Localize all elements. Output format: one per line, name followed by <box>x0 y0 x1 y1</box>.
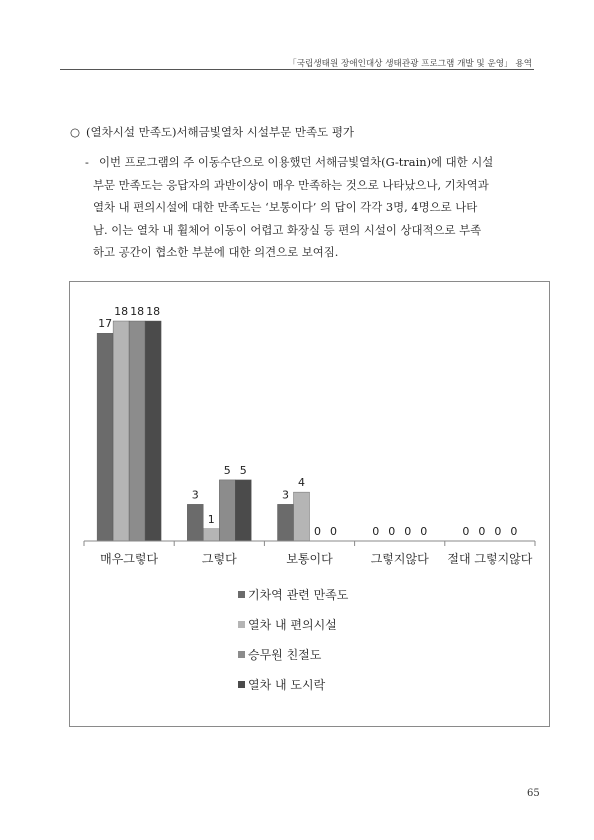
data-label: 18 <box>130 305 145 318</box>
legend-label: 승무원 친절도 <box>248 648 322 662</box>
bar <box>97 333 113 541</box>
data-label: 0 <box>330 525 337 538</box>
bar <box>219 480 235 541</box>
legend-swatch <box>238 681 245 688</box>
data-label: 18 <box>146 305 161 318</box>
data-label: 0 <box>404 525 412 538</box>
legend-swatch <box>238 621 245 628</box>
data-label: 17 <box>98 317 113 331</box>
body-paragraph <box>85 151 543 264</box>
data-label: 0 <box>510 525 518 538</box>
x-tick-label: 보통이다 <box>286 552 333 566</box>
legend-swatch <box>238 591 245 598</box>
data-label: 5 <box>239 463 247 477</box>
paragraph-line: 부문 만족도는 응답자의 과반이상이 매우 만족하는 것으로 나타났으나, 기차역과 <box>93 177 489 192</box>
bar <box>278 504 294 541</box>
data-label: 5 <box>223 463 231 477</box>
paragraph-line: 열차 내 편의시설에 대한 만족도는 ‘보통이다’ 의 답이 각각 3명, 4명으로 나타 <box>93 200 478 215</box>
data-label: 1 <box>207 512 215 526</box>
data-label: 0 <box>478 525 486 538</box>
data-label: 0 <box>420 525 428 538</box>
data-label: 0 <box>372 525 380 538</box>
legend-swatch <box>238 651 245 658</box>
header-divider <box>60 69 534 70</box>
dash-bullet: - <box>85 155 89 169</box>
legend-label: 열차 내 도시락 <box>248 678 326 692</box>
bar <box>129 321 145 541</box>
data-label: 0 <box>388 525 396 538</box>
x-tick-label: 매우그렇다 <box>100 552 159 566</box>
paragraph-line: 남. 이는 열차 내 휠체어 이동이 어렵고 화장실 등 편의 시설이 상대적으로 부족 <box>93 222 482 237</box>
section-title: (열차시설 만족도)서해금빛열차 시설부문 만족도 평가 <box>86 125 355 139</box>
running-header: 「국립생태원 장애인대상 생태관광 프로그램 개발 및 운영」 용역 <box>288 59 532 69</box>
bar-chart <box>70 282 549 726</box>
x-tick-label: 그렇지않다 <box>370 552 429 566</box>
paragraph-line: 하고 공간이 협소한 부분에 대한 의견으로 보여짐. <box>93 245 339 260</box>
bar <box>203 529 219 541</box>
data-label: 3 <box>191 488 199 502</box>
paragraph-line: 이번 프로그램의 주 이동수단으로 이용했던 서해금빛열차(G-train)에 대한 시설 <box>99 155 494 169</box>
bar <box>145 321 161 541</box>
section-heading <box>70 124 354 140</box>
legend-label: 열차 내 편의시설 <box>248 618 337 632</box>
bar <box>294 492 310 541</box>
x-tick-label: 절대 그렇지않다 <box>447 552 533 566</box>
data-label: 0 <box>462 525 470 538</box>
data-label: 0 <box>314 525 321 538</box>
data-label: 18 <box>114 305 129 318</box>
x-tick-label: 그렇다 <box>201 552 237 566</box>
chart-frame <box>69 281 550 727</box>
bar <box>235 480 251 541</box>
legend-label: 기차역 관련 만족도 <box>248 588 349 602</box>
data-label: 3 <box>282 488 289 502</box>
circle-bullet: ○ <box>70 125 81 139</box>
data-label: 4 <box>298 476 305 490</box>
bar <box>187 504 203 541</box>
page-number: 65 <box>527 788 540 799</box>
bar <box>113 321 129 541</box>
data-label: 0 <box>494 525 502 538</box>
